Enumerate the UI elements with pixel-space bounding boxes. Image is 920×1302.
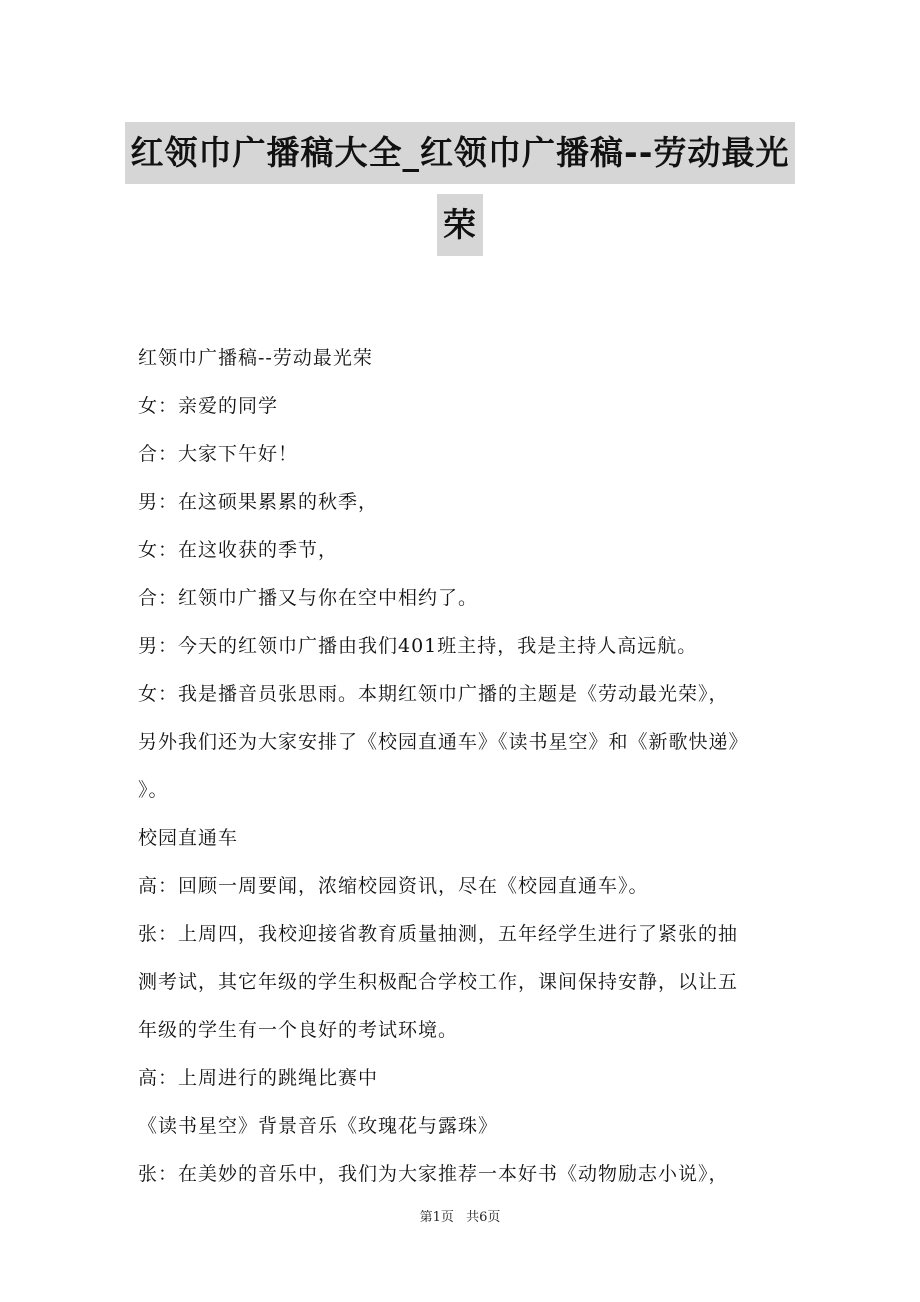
page-number: 第1页 — [419, 1210, 454, 1225]
paragraph: 男：在这硕果累累的秋季， — [138, 491, 379, 513]
paragraph: 测考试，其它年级的学生积极配合学校工作，课间保持安静，以让五 — [138, 971, 739, 993]
title-line-1: 红领巾广播稿大全_红领巾广播稿--劳动最光 — [125, 122, 796, 184]
page-footer — [0, 1206, 920, 1225]
page-total: 共6页 — [466, 1210, 501, 1225]
paragraph: 女：亲爱的同学 — [138, 395, 279, 417]
paragraph: 张：在美妙的音乐中，我们为大家推荐一本好书《动物励志小说》， — [138, 1163, 729, 1185]
paragraph: 年级的学生有一个良好的考试环境。 — [138, 1019, 459, 1041]
section-heading: 校园直通车 — [138, 827, 239, 849]
document-title — [0, 122, 920, 256]
paragraph: 高：上周进行的跳绳比赛中 — [138, 1067, 379, 1089]
paragraph: 合：大家下午好！ — [138, 443, 299, 465]
paragraph: 《读书星空》背景音乐《玫瑰花与露珠》 — [138, 1115, 499, 1137]
paragraph: 女：在这收获的季节， — [138, 539, 339, 561]
paragraph: 》。 — [138, 779, 169, 801]
paragraph: 红领巾广播稿--劳动最光荣 — [138, 347, 373, 369]
paragraph: 合：红领巾广播又与你在空中相约了。 — [138, 587, 479, 609]
title-line-2: 荣 — [437, 194, 483, 256]
paragraph: 另外我们还为大家安排了《校园直通车》《读书星空》和《新歌快递》 — [138, 731, 749, 753]
paragraph: 高：回顾一周要闻，浓缩校园资讯，尽在《校园直通车》。 — [138, 875, 649, 897]
paragraph: 男：今天的红领巾广播由我们401班主持，我是主持人高远航。 — [138, 635, 698, 657]
paragraph: 女：我是播音员张思雨。本期红领巾广播的主题是《劳动最光荣》， — [138, 683, 729, 705]
paragraph: 张：上周四，我校迎接省教育质量抽测，五年经学生进行了紧张的抽 — [138, 923, 739, 945]
document-body — [138, 334, 788, 1198]
